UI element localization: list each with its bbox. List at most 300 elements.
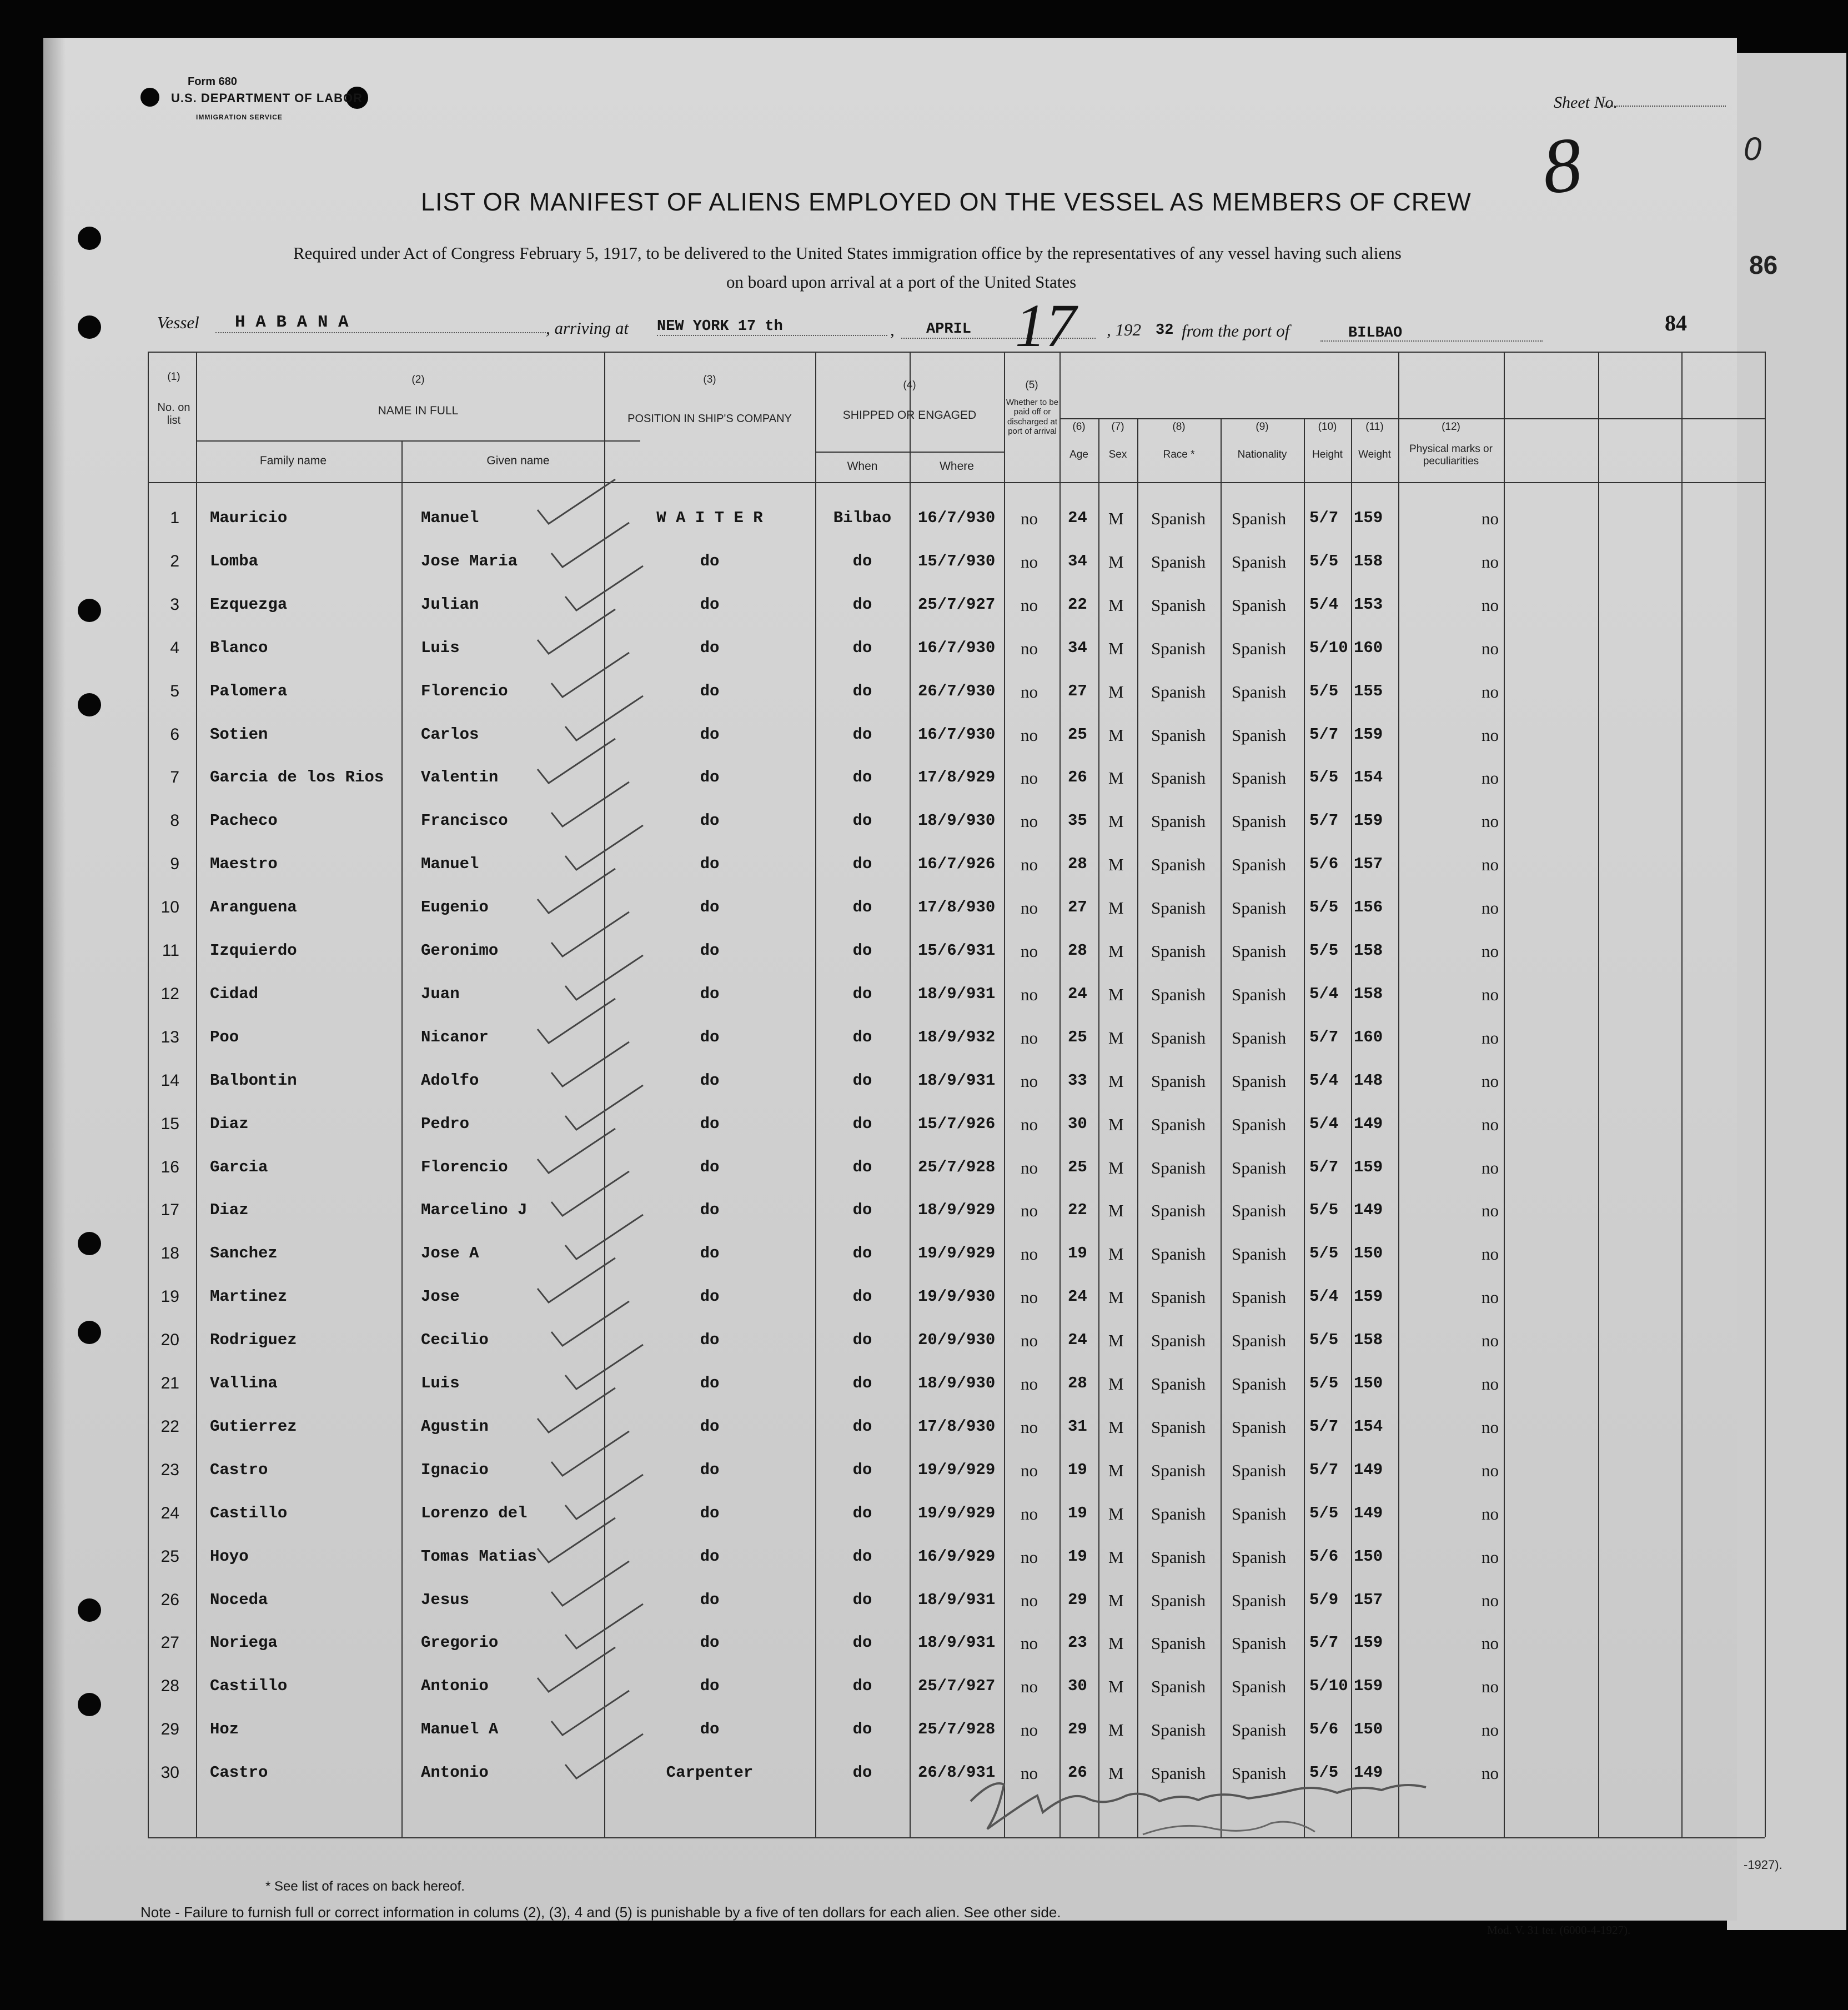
manifest-page xyxy=(43,38,1737,1937)
check-mark-icon xyxy=(560,823,649,873)
arrival-port: NEW YORK 17 th xyxy=(657,318,783,335)
given-name: Antonio xyxy=(421,1763,489,1782)
age: 25 xyxy=(1068,1158,1087,1176)
height: 5/7 xyxy=(1309,1633,1339,1652)
sex: M xyxy=(1108,1331,1124,1350)
table-column-border xyxy=(815,352,816,1837)
shipped-date: 19/9/929 xyxy=(918,1244,996,1262)
back-sheet-fragment: 0 xyxy=(1744,131,1762,167)
row-number: 22 xyxy=(160,1417,179,1436)
weight: 159 xyxy=(1354,1677,1383,1695)
col5-header: Whether to be paid off or discharged at port of arrival xyxy=(1006,398,1059,436)
paid-off: no xyxy=(1021,1071,1038,1091)
physical-marks: no xyxy=(1482,1763,1499,1783)
height: 5/4 xyxy=(1309,595,1339,614)
shipped-when: do xyxy=(852,1763,872,1782)
paid-off: no xyxy=(1021,898,1038,918)
col9-header: Nationality xyxy=(1237,449,1287,460)
position: do xyxy=(700,1028,720,1046)
age: 28 xyxy=(1068,941,1087,960)
race: Spanish xyxy=(1151,1201,1206,1220)
department-name: U.S. DEPARTMENT OF LABOR xyxy=(171,91,363,105)
physical-marks: no xyxy=(1482,1158,1499,1177)
weight: 150 xyxy=(1354,1720,1383,1738)
given-name: Adolfo xyxy=(421,1071,479,1090)
age: 24 xyxy=(1068,509,1087,527)
row-number: 12 xyxy=(160,985,179,1003)
paid-off: no xyxy=(1021,1547,1038,1567)
weight: 156 xyxy=(1354,898,1383,916)
check-mark-icon xyxy=(560,1082,649,1132)
position: do xyxy=(700,1633,720,1652)
age: 29 xyxy=(1068,1591,1087,1609)
col11-header: Weight xyxy=(1358,449,1391,460)
shipped-date: 25/7/927 xyxy=(918,1677,996,1695)
row-number: 16 xyxy=(160,1158,179,1176)
shipped-date: 25/7/927 xyxy=(918,595,996,614)
col4-header: SHIPPED OR ENGAGED xyxy=(842,409,977,422)
punch-hole xyxy=(78,315,101,339)
shipped-date: 15/6/931 xyxy=(918,941,996,960)
shipped-when: do xyxy=(852,1461,872,1479)
shipped-date: 18/9/929 xyxy=(918,1201,996,1219)
col1-number: (1) xyxy=(167,371,180,383)
row-number: 14 xyxy=(160,1071,179,1090)
row-number: 26 xyxy=(160,1591,179,1609)
race: Spanish xyxy=(1151,1374,1206,1394)
race: Spanish xyxy=(1151,1417,1206,1437)
weight: 154 xyxy=(1354,1417,1383,1436)
given-name: Carlos xyxy=(421,725,479,744)
row-number: 8 xyxy=(170,811,179,830)
family-name: Lomba xyxy=(210,552,259,570)
paid-off: no xyxy=(1021,1461,1038,1480)
nationality: Spanish xyxy=(1232,768,1287,788)
family-name: Noriega xyxy=(210,1633,278,1652)
paid-off: no xyxy=(1021,639,1038,658)
age: 33 xyxy=(1068,1071,1087,1090)
col9-number: (9) xyxy=(1256,421,1269,433)
nationality: Spanish xyxy=(1232,1461,1287,1480)
nationality: Spanish xyxy=(1232,1158,1287,1177)
height: 5/5 xyxy=(1309,1374,1339,1392)
check-mark-icon xyxy=(532,996,621,1046)
paid-off: no xyxy=(1021,1763,1038,1783)
position: do xyxy=(700,1331,720,1349)
family-name: Sanchez xyxy=(210,1244,278,1262)
position: do xyxy=(700,725,720,744)
signature-mark xyxy=(960,1768,1459,1846)
given-name: Lorenzo del xyxy=(421,1504,528,1522)
departure-port: BILBAO xyxy=(1348,325,1403,342)
paid-off: no xyxy=(1021,941,1038,961)
position: do xyxy=(700,898,720,916)
table-column-border xyxy=(1221,418,1222,1837)
physical-marks: no xyxy=(1482,1720,1499,1740)
col3-header: POSITION IN SHIP'S COMPANY xyxy=(627,413,792,425)
race: Spanish xyxy=(1151,725,1206,745)
col7-header: Sex xyxy=(1108,449,1127,460)
table-column-border xyxy=(1598,352,1599,1837)
given-name: Jose A xyxy=(421,1244,479,1262)
race: Spanish xyxy=(1151,768,1206,788)
physical-marks: no xyxy=(1482,1201,1499,1220)
weight: 158 xyxy=(1354,941,1383,960)
age: 30 xyxy=(1068,1677,1087,1695)
sex: M xyxy=(1108,855,1124,874)
sex: M xyxy=(1108,811,1124,831)
comma-sep: , xyxy=(890,320,895,339)
weight: 160 xyxy=(1354,1028,1383,1046)
race: Spanish xyxy=(1151,855,1206,874)
family-name: Diaz xyxy=(210,1201,249,1219)
position: do xyxy=(700,1417,720,1436)
nationality: Spanish xyxy=(1232,1504,1287,1523)
race: Spanish xyxy=(1151,1720,1206,1740)
weight: 159 xyxy=(1354,1158,1383,1176)
nationality: Spanish xyxy=(1232,1115,1287,1134)
row-number: 24 xyxy=(160,1504,179,1522)
position: do xyxy=(700,1201,720,1219)
physical-marks: no xyxy=(1482,1331,1499,1350)
shipped-when: do xyxy=(852,768,872,786)
position: Carpenter xyxy=(666,1763,754,1782)
nationality: Spanish xyxy=(1232,1633,1287,1653)
shipped-when: do xyxy=(852,1591,872,1609)
check-mark-icon xyxy=(532,1645,621,1695)
age: 23 xyxy=(1068,1633,1087,1652)
sex: M xyxy=(1108,1417,1124,1437)
height: 5/6 xyxy=(1309,855,1339,873)
nationality: Spanish xyxy=(1232,1547,1287,1567)
nationality: Spanish xyxy=(1232,1763,1287,1783)
row-number: 30 xyxy=(160,1763,179,1782)
position: do xyxy=(700,1677,720,1695)
shipped-when: do xyxy=(852,1158,872,1176)
position: do xyxy=(700,1591,720,1609)
race: Spanish xyxy=(1151,552,1206,572)
row-number: 19 xyxy=(160,1287,179,1306)
shipped-date: 17/8/929 xyxy=(918,768,996,786)
age: 19 xyxy=(1068,1547,1087,1566)
family-name: Cidad xyxy=(210,985,259,1003)
paid-off: no xyxy=(1021,1720,1038,1740)
check-mark-icon xyxy=(560,563,649,613)
physical-marks: no xyxy=(1482,509,1499,528)
shipped-date: 18/9/930 xyxy=(918,1374,996,1392)
shipped-when: do xyxy=(852,1331,872,1349)
row-number: 20 xyxy=(160,1331,179,1349)
shipped-date: 25/7/928 xyxy=(918,1158,996,1176)
position: do xyxy=(700,1115,720,1133)
position: do xyxy=(700,682,720,700)
shipped-date: 16/9/929 xyxy=(918,1547,996,1566)
age: 25 xyxy=(1068,725,1087,744)
age: 28 xyxy=(1068,1374,1087,1392)
sex: M xyxy=(1108,1504,1124,1523)
row-number: 10 xyxy=(160,898,179,916)
row-number: 28 xyxy=(160,1677,179,1695)
age: 27 xyxy=(1068,682,1087,700)
height: 5/4 xyxy=(1309,1287,1339,1306)
physical-marks: no xyxy=(1482,1028,1499,1047)
height: 5/4 xyxy=(1309,1115,1339,1133)
nationality: Spanish xyxy=(1232,725,1287,745)
given-name: Manuel A xyxy=(421,1720,499,1738)
physical-marks: no xyxy=(1482,1547,1499,1567)
given-name: Luis xyxy=(421,639,460,657)
family-name: Gutierrez xyxy=(210,1417,297,1436)
position: do xyxy=(700,811,720,830)
check-mark-icon xyxy=(532,1255,621,1305)
shipped-when: do xyxy=(852,552,872,570)
family-name: Castro xyxy=(210,1763,268,1782)
table-bottom-border xyxy=(148,1837,1765,1838)
paid-off: no xyxy=(1021,1504,1038,1523)
paid-off: no xyxy=(1021,682,1038,701)
col6-header: Age xyxy=(1069,449,1088,460)
sex: M xyxy=(1108,1374,1124,1394)
sex: M xyxy=(1108,941,1124,961)
age: 34 xyxy=(1068,552,1087,570)
nationality: Spanish xyxy=(1232,941,1287,961)
shipped-date: 18/9/932 xyxy=(918,1028,996,1046)
table-column-border xyxy=(1351,418,1352,1837)
paid-off: no xyxy=(1021,1591,1038,1610)
paid-off: no xyxy=(1021,1158,1038,1177)
position: do xyxy=(700,1720,720,1738)
shipped-when: do xyxy=(852,1417,872,1436)
sheet-number-line xyxy=(1604,106,1726,107)
given-name: Geronimo xyxy=(421,941,499,960)
age: 26 xyxy=(1068,1763,1087,1782)
row-number: 23 xyxy=(160,1461,179,1479)
height: 5/7 xyxy=(1309,509,1339,527)
family-name: Rodriguez xyxy=(210,1331,297,1349)
punch-hole xyxy=(78,599,101,622)
sex: M xyxy=(1108,1763,1124,1783)
physical-marks: no xyxy=(1482,1071,1499,1091)
nationality: Spanish xyxy=(1232,1331,1287,1350)
age: 35 xyxy=(1068,811,1087,830)
year-label: , 192 xyxy=(1107,320,1141,339)
sex: M xyxy=(1108,639,1124,658)
height: 5/5 xyxy=(1309,898,1339,916)
table-column-border xyxy=(1137,418,1138,1837)
height: 5/5 xyxy=(1309,1331,1339,1349)
shipped-when: do xyxy=(852,1028,872,1046)
given-name: Florencio xyxy=(421,1158,508,1176)
family-name: Diaz xyxy=(210,1115,249,1133)
race: Spanish xyxy=(1151,1028,1206,1047)
weight: 150 xyxy=(1354,1244,1383,1262)
height: 5/4 xyxy=(1309,985,1339,1003)
sex: M xyxy=(1108,1461,1124,1480)
vessel-dotline xyxy=(215,332,546,333)
weight: 148 xyxy=(1354,1071,1383,1090)
shipped-when: do xyxy=(852,725,872,744)
paid-off: no xyxy=(1021,1633,1038,1653)
paid-off: no xyxy=(1021,1028,1038,1047)
shipped-date: 20/9/930 xyxy=(918,1331,996,1349)
weight: 150 xyxy=(1354,1547,1383,1566)
physical-marks: no xyxy=(1482,811,1499,831)
shipped-when: do xyxy=(852,1201,872,1219)
paid-off: no xyxy=(1021,1374,1038,1394)
family-name: Noceda xyxy=(210,1591,268,1609)
age: 27 xyxy=(1068,898,1087,916)
sheet-number-handwritten: 8 xyxy=(1538,121,1586,211)
nationality: Spanish xyxy=(1232,1591,1287,1610)
check-mark-icon xyxy=(546,779,635,829)
nationality: Spanish xyxy=(1232,682,1287,701)
weight: 149 xyxy=(1354,1201,1383,1219)
sex: M xyxy=(1108,552,1124,572)
physical-marks: no xyxy=(1482,1374,1499,1394)
physical-marks: no xyxy=(1482,898,1499,918)
table-column-border xyxy=(196,352,197,1837)
position: do xyxy=(700,552,720,570)
check-mark-icon xyxy=(560,1342,649,1392)
race: Spanish xyxy=(1151,1287,1206,1307)
age: 29 xyxy=(1068,1720,1087,1738)
paid-off: no xyxy=(1021,509,1038,528)
col7-number: (7) xyxy=(1111,421,1124,433)
paid-off: no xyxy=(1021,1331,1038,1350)
age: 24 xyxy=(1068,1331,1087,1349)
shipped-when: do xyxy=(852,1071,872,1090)
weight: 154 xyxy=(1354,768,1383,786)
weight: 158 xyxy=(1354,552,1383,570)
shipped-when: do xyxy=(852,639,872,657)
family-name: Maestro xyxy=(210,855,278,873)
race: Spanish xyxy=(1151,1633,1206,1653)
table-column-border xyxy=(1504,352,1505,1837)
race: Spanish xyxy=(1151,1461,1206,1480)
family-name: Castro xyxy=(210,1461,268,1479)
height: 5/10 xyxy=(1309,1677,1348,1695)
col10-number: (10) xyxy=(1318,421,1337,433)
row-number: 5 xyxy=(170,682,179,700)
physical-marks: no xyxy=(1482,1115,1499,1134)
page-number: 84 xyxy=(1665,310,1687,335)
race: Spanish xyxy=(1151,595,1206,615)
height: 5/7 xyxy=(1309,1158,1339,1176)
family-name-header: Family name xyxy=(259,454,327,467)
sex: M xyxy=(1108,1591,1124,1610)
sex: M xyxy=(1108,509,1124,528)
shipped-date: 19/9/929 xyxy=(918,1461,996,1479)
race: Spanish xyxy=(1151,509,1206,528)
shipped-date: 18/9/930 xyxy=(918,811,996,830)
check-mark-icon xyxy=(546,909,635,959)
family-name: Castillo xyxy=(210,1504,288,1522)
family-name: Garcia de los Rios xyxy=(210,768,384,786)
col10-header: Height xyxy=(1312,449,1343,460)
table-column-border xyxy=(148,352,149,1837)
nationality: Spanish xyxy=(1232,1071,1287,1091)
height: 5/5 xyxy=(1309,941,1339,960)
race: Spanish xyxy=(1151,1763,1206,1783)
height: 5/5 xyxy=(1309,1201,1339,1219)
nationality: Spanish xyxy=(1232,1720,1287,1740)
age: 24 xyxy=(1068,1287,1087,1306)
nationality: Spanish xyxy=(1232,1028,1287,1047)
physical-marks: no xyxy=(1482,552,1499,572)
nationality: Spanish xyxy=(1232,595,1287,615)
shipped-when: do xyxy=(852,1287,872,1306)
sex: M xyxy=(1108,898,1124,918)
table-column-border xyxy=(910,352,911,1837)
row-number: 29 xyxy=(160,1720,179,1738)
height: 5/4 xyxy=(1309,1071,1339,1090)
check-mark-icon xyxy=(546,650,635,700)
sex: M xyxy=(1108,985,1124,1004)
race: Spanish xyxy=(1151,898,1206,918)
check-mark-icon xyxy=(560,1472,649,1522)
shipped-when: do xyxy=(852,811,872,830)
punch-hole xyxy=(78,1232,101,1255)
table-column-border xyxy=(1059,352,1061,1837)
position: do xyxy=(700,1374,720,1392)
shipped-date: 18/9/931 xyxy=(918,985,996,1003)
height: 5/7 xyxy=(1309,1461,1339,1479)
height: 5/6 xyxy=(1309,1547,1339,1566)
given-name: Jose Maria xyxy=(421,552,518,570)
col4-number: (4) xyxy=(903,379,916,391)
position: do xyxy=(700,941,720,960)
physical-marks: no xyxy=(1482,639,1499,658)
physical-marks: no xyxy=(1482,595,1499,615)
check-mark-icon xyxy=(532,1385,621,1435)
name-sub-border xyxy=(196,440,640,442)
age: 19 xyxy=(1068,1504,1087,1522)
sex: M xyxy=(1108,1633,1124,1653)
given-name: Francisco xyxy=(421,811,508,830)
sex: M xyxy=(1108,1158,1124,1177)
height: 5/7 xyxy=(1309,1417,1339,1436)
check-mark-icon xyxy=(532,477,621,527)
weight: 149 xyxy=(1354,1461,1383,1479)
check-mark-icon xyxy=(560,1731,649,1781)
weight: 158 xyxy=(1354,985,1383,1003)
family-name: Sotien xyxy=(210,725,268,744)
weight: 159 xyxy=(1354,1287,1383,1306)
race: Spanish xyxy=(1151,1158,1206,1177)
shipped-when: do xyxy=(852,682,872,700)
race: Spanish xyxy=(1151,1547,1206,1567)
given-name: Gregorio xyxy=(421,1633,499,1652)
position: do xyxy=(700,1158,720,1176)
check-mark-icon xyxy=(546,1688,635,1738)
shipped-date: 26/7/930 xyxy=(918,682,996,700)
given-name: Manuel xyxy=(421,509,479,527)
nationality: Spanish xyxy=(1232,985,1287,1004)
col2-header: NAME IN FULL xyxy=(378,404,459,417)
paid-off: no xyxy=(1021,1115,1038,1134)
age: 28 xyxy=(1068,855,1087,873)
shipped-date: 18/9/931 xyxy=(918,1071,996,1090)
paid-off: no xyxy=(1021,1244,1038,1264)
height: 5/10 xyxy=(1309,639,1348,657)
sex: M xyxy=(1108,1028,1124,1047)
table-column-border xyxy=(1004,352,1005,1837)
row-number: 7 xyxy=(170,768,179,786)
physical-marks: no xyxy=(1482,725,1499,745)
where-header: Where xyxy=(940,460,974,473)
row-number: 11 xyxy=(162,941,179,960)
race: Spanish xyxy=(1151,1504,1206,1523)
